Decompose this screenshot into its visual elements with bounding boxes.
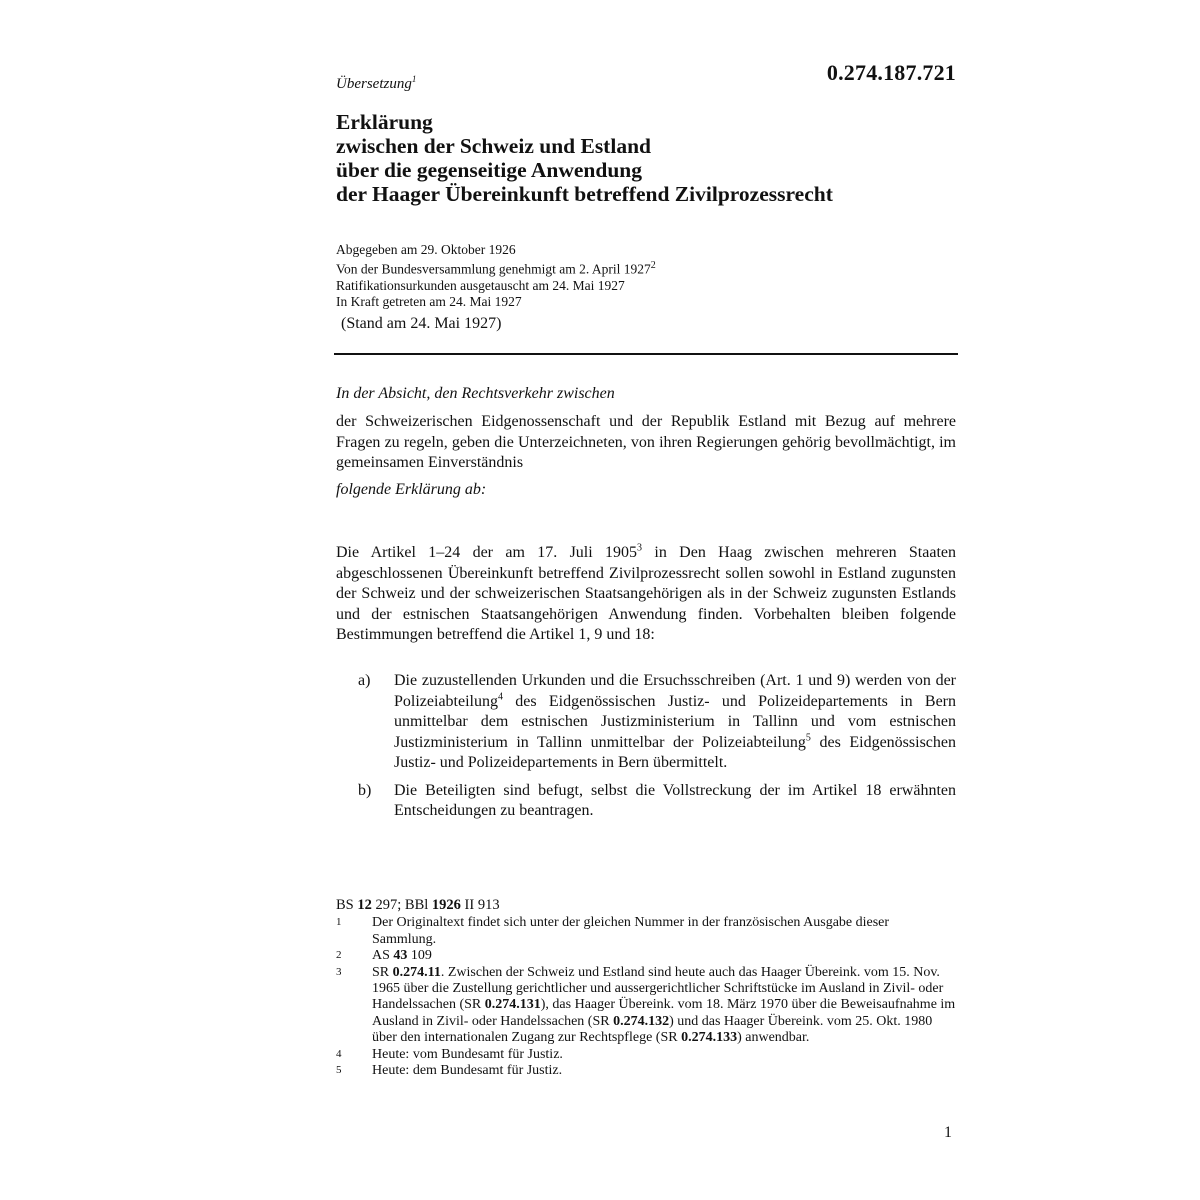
fn-text-part: II 913: [460, 897, 500, 913]
footnotes-section: [336, 897, 956, 1079]
list-text-part: des Eidgenössischen Justiz- und Polizeidepartements in Bern übermittelt.: [394, 733, 956, 771]
fn-text-part: 297; BBl: [371, 897, 432, 913]
meta-approved: [336, 258, 656, 278]
footnote-5: [336, 1063, 956, 1079]
footnote-number: 5: [336, 1064, 342, 1077]
footnote-ref-3[interactable]: 3: [637, 542, 643, 554]
main-paragraph: [336, 543, 956, 646]
footnote-number: 4: [336, 1047, 342, 1060]
document-page: [336, 0, 956, 1200]
main-paragraph-text: Die Artikel 1–24 der am 17. Juli 1905: [336, 544, 638, 561]
list-item: [358, 671, 956, 774]
fn-bold-part: 0.274.133: [681, 1030, 738, 1046]
page-number: 1: [944, 1124, 952, 1141]
footnote-4: [336, 1047, 956, 1063]
fn-text-part: ) und das Haager Übereink. vom 25. Okt. 1980 über den internationalen Zugang zur Rechtspflege (SR: [372, 1013, 933, 1046]
document-metadata: [336, 242, 656, 310]
translation-label: [336, 74, 416, 93]
preamble-intro: In der Absicht, den Rechtsverkehr zwischen: [336, 385, 615, 402]
fn-text-part: . Zwischen der Schweiz und Estland sind heute auch das Haager Übereink. vom 15. Nov. 1965 über die Zustellung gerichtlicher und aussergerichtlicher Schriftstücke im Ausland in Zivil- oder Handelssachen (SR: [372, 964, 944, 1013]
footnote-source: [336, 897, 956, 913]
footnote-1: [336, 915, 956, 948]
footnote-ref-2[interactable]: 2: [650, 260, 656, 271]
meta-approved-text: Von der Bundesversammlung genehmigt am 2. April 1927: [336, 261, 651, 277]
footnote-number: 1: [336, 916, 342, 929]
list-item-text: [394, 671, 956, 774]
fn-bold-part: 1926: [431, 897, 461, 913]
meta-ratified: Ratifikationsurkunden ausgetauscht am 24. Mai 1927: [336, 277, 625, 293]
footnote-3: [336, 965, 956, 1047]
title-line: zwischen der Schweiz und Estland: [336, 134, 651, 158]
footnote-text: Heute: dem Bundesamt für Justiz.: [372, 1063, 563, 1079]
list-text-part: des Eidgenössischen Justiz- und Polizeidepartements in Bern unmittelbar dem estnischen Justizministerium in Tallinn und vom estnischen Justizministerium in Tallinn unmittelbar der Polizeiabteilung: [394, 692, 956, 751]
list-text-part: Die zuzustellenden Urkunden und die Ersuchsschreiben (Art. 1 und 9) werden von der Polizeiabteilung: [394, 672, 956, 710]
list-marker: a): [358, 672, 371, 689]
meta-in-force: In Kraft getreten am 24. Mai 1927: [336, 293, 522, 309]
document-title: [336, 110, 956, 206]
list-item: [358, 781, 956, 822]
title-line: der Haager Übereinkunft betreffend Zivilprozessrecht: [336, 182, 833, 206]
fn-text-part: ), das Haager Übereink. vom 18. März 1970 über die Beweisaufnahme im Ausland in Zivil- oder Handelssachen (SR: [372, 997, 956, 1029]
footnote-ref-5[interactable]: 5: [805, 732, 811, 744]
fn-bold-part: 0.274.131: [484, 997, 541, 1013]
meta-issued: Abgegeben am 29. Oktober 1926: [336, 242, 516, 257]
header-divider: [334, 353, 958, 355]
fn-text-part: BS: [336, 897, 358, 913]
list-item-text: Die Beteiligten sind befugt, selbst die Vollstreckung der im Artikel 18 erwähnten Entscheidungen zu beantragen.: [394, 781, 956, 819]
preamble-closing: folgende Erklärung ab:: [336, 481, 487, 498]
fn-text-part: ) anwendbar.: [737, 1030, 810, 1046]
title-line: über die gegenseitige Anwendung: [336, 158, 643, 182]
preamble-body: der Schweizerischen Eidgenossenschaft und der Republik Estland mit Bezug auf mehrere Fragen zu regeln, geben die Unterzeichneten, von ihren Regierungen gehörig bevollmächtigt, im gemeinsamen Einverständnis: [336, 413, 956, 471]
footnote-ref-4[interactable]: 4: [497, 691, 503, 703]
fn-bold-part: 0.274.132: [613, 1013, 670, 1029]
translation-label-text: Übersetzung: [336, 76, 412, 92]
fn-text-part: AS: [372, 948, 394, 964]
footnote-2: [336, 948, 956, 964]
main-paragraph-text: in Den Haag zwischen mehreren Staaten abgeschlossenen Übereinkunft betreffend Zivilprozessrecht sollen sowohl in Estland zugunsten der Schweiz und der schweizerischen Staatsangehörigen als in der Schweiz zugunsten Estlands und der estnischen Staatsangehörigen Anwendung finden. Vorbehalten bleiben folgende Bestimmungen betreffend die Artikel 1, 9 und 18:: [336, 544, 956, 643]
fn-text-part: SR: [372, 964, 393, 980]
footnote-ref-1[interactable]: 1: [411, 74, 417, 84]
status-date: (Stand am 24. Mai 1927): [341, 315, 502, 332]
footnote-text: Heute: vom Bundesamt für Justiz.: [372, 1046, 563, 1062]
fn-text-part: 109: [407, 948, 432, 964]
fn-bold-part: 0.274.11: [392, 964, 441, 980]
sr-number: 0.274.187.721: [826, 60, 956, 85]
list-marker: b): [358, 781, 372, 799]
title-line: Erklärung: [336, 110, 433, 134]
provisions-list: [358, 671, 956, 829]
footnote-text: [372, 948, 956, 964]
footnote-text: [372, 965, 956, 1047]
footnote-number: 3: [336, 965, 342, 978]
footnote-text: Der Originaltext findet sich unter der gleichen Nummer in der französischen Ausgabe dieser Sammlung.: [372, 915, 890, 947]
fn-bold-part: 43: [393, 948, 408, 964]
footnote-number: 2: [336, 949, 342, 962]
fn-bold-part: 12: [357, 897, 372, 913]
